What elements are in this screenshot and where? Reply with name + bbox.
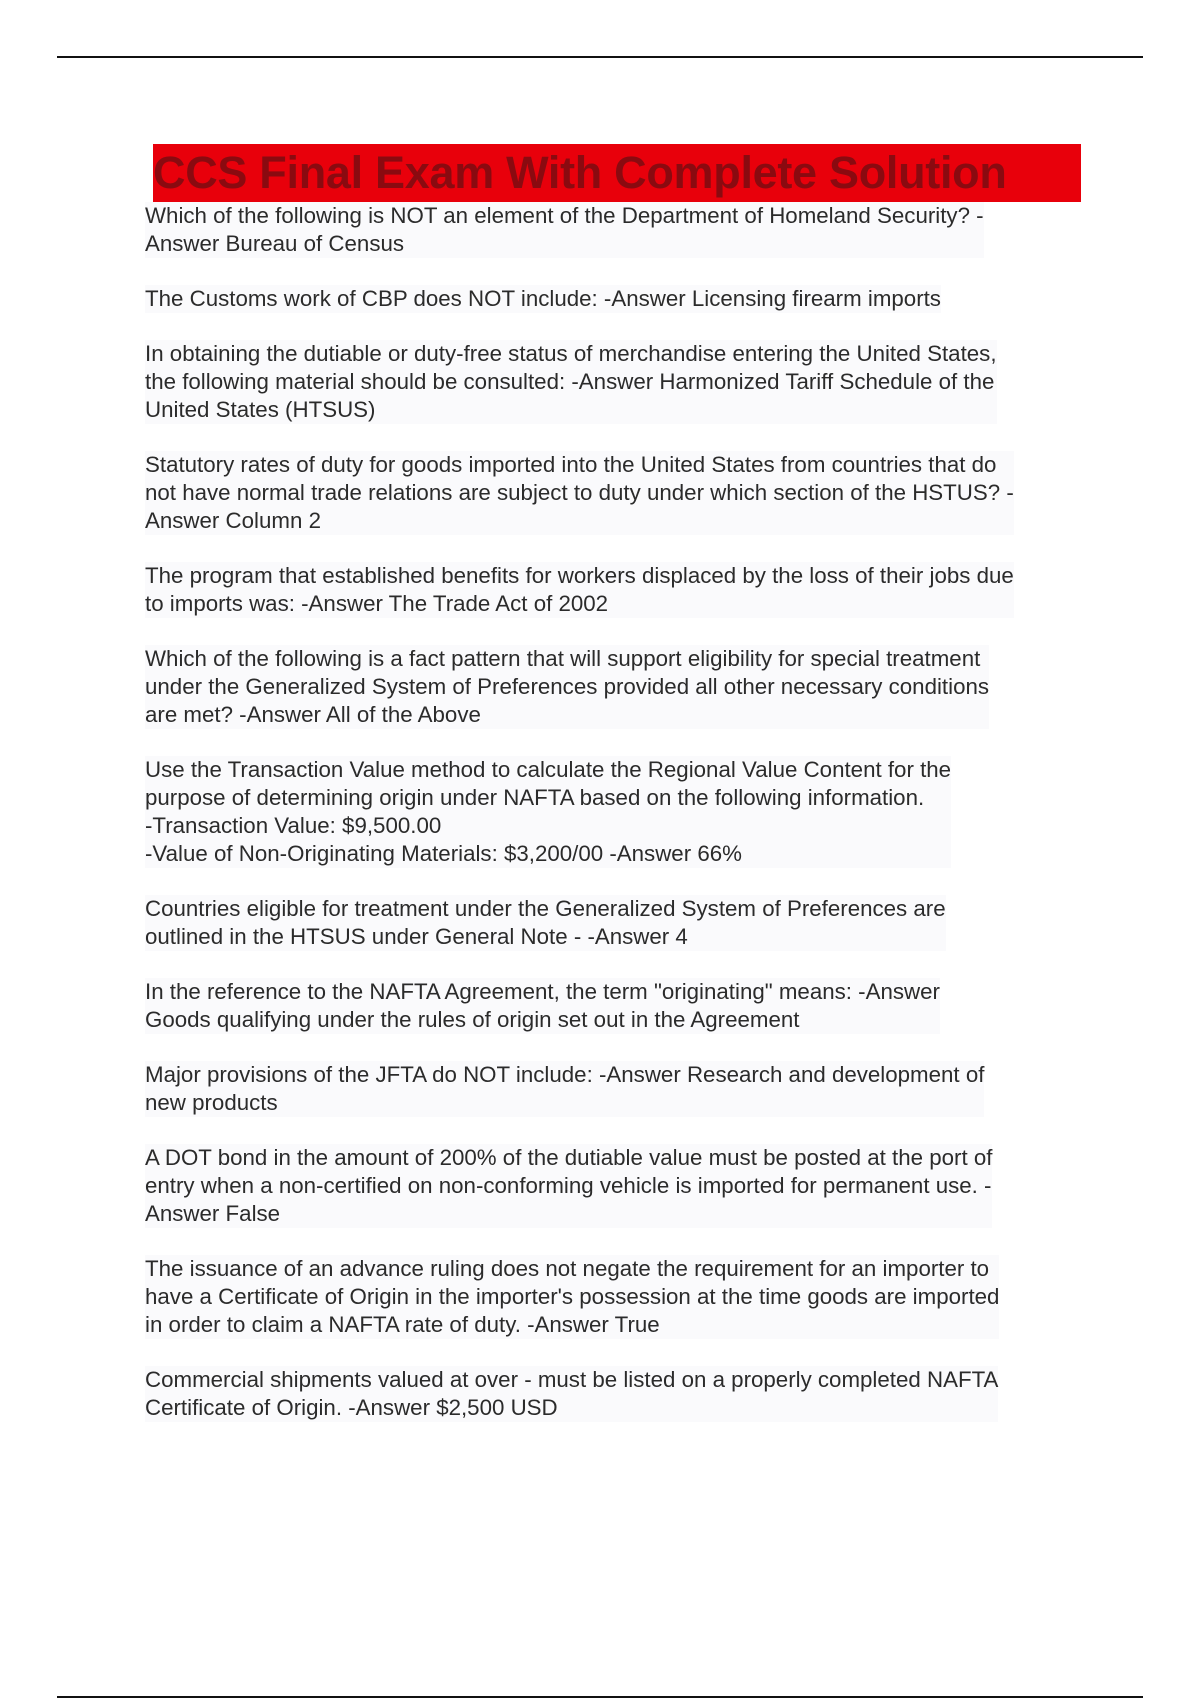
qa-item — [145, 895, 1085, 951]
qa-text: The program that established benefits for workers displaced by the loss of their jobs due to imports was: -Answer The Trade Act of 2002 — [145, 563, 1014, 616]
qa-item — [145, 562, 1085, 618]
question-answer-list — [145, 202, 1085, 1422]
qa-text: Countries eligible for treatment under the Generalized System of Preferences are outlined in the HTSUS under General Note - -Answer 4 — [145, 896, 946, 949]
qa-text: Major provisions of the JFTA do NOT include: -Answer Research and development of new products — [145, 1062, 985, 1115]
qa-item — [145, 451, 1085, 535]
top-rule — [57, 56, 1143, 58]
qa-text: The issuance of an advance ruling does not negate the requirement for an importer to have a Certificate of Origin in the importer's possession at the time goods are imported in order to claim a NAFTA rate of duty. -Answer True — [145, 1256, 1000, 1337]
qa-text: In the reference to the NAFTA Agreement, the term "originating" means: -Answer Goods qualifying under the rules of origin set out in the Agreement — [145, 979, 940, 1032]
document-page — [145, 144, 1085, 1449]
qa-item — [145, 1366, 1085, 1422]
qa-item — [145, 978, 1085, 1034]
qa-item — [145, 1255, 1085, 1339]
qa-item — [145, 756, 1085, 868]
qa-text: Commercial shipments valued at over - must be listed on a properly completed NAFTA Certificate of Origin. -Answer $2,500 USD — [145, 1367, 999, 1420]
qa-item — [145, 285, 1085, 313]
qa-item — [145, 645, 1085, 729]
qa-item — [145, 340, 1085, 424]
qa-text: Which of the following is NOT an element of the Department of Homeland Security? - Answer Bureau of Census — [145, 203, 984, 256]
qa-text: Use the Transaction Value method to calculate the Regional Value Content for the purpose of determining origin under NAFTA based on the following information. -Transaction Value: $9,500.00 -Value of Non-Originating Materials: $3,200/00 -Answer 66% — [145, 757, 952, 866]
qa-item — [145, 202, 1085, 258]
bottom-rule — [57, 1696, 1143, 1698]
qa-item — [145, 1144, 1085, 1228]
qa-text: In obtaining the dutiable or duty-free status of merchandise entering the United States, the following material should be consulted: -Answer Harmonized Tariff Schedule of the United States (HTSUS) — [145, 341, 997, 422]
document-title: CCS Final Exam With Complete Solution — [153, 147, 1007, 198]
qa-text: Statutory rates of duty for goods imported into the United States from countries that do not have normal trade relations are subject to duty under which section of the HSTUS? - Answer Column 2 — [145, 452, 1014, 533]
qa-text: The Customs work of CBP does NOT include: -Answer Licensing firearm imports — [145, 286, 941, 311]
title-banner — [153, 144, 1081, 202]
qa-text: A DOT bond in the amount of 200% of the dutiable value must be posted at the port of entry when a non-certified on non-conforming vehicle is imported for permanent use. - Answer False — [145, 1145, 993, 1226]
qa-item — [145, 1061, 1085, 1117]
qa-text: Which of the following is a fact pattern that will support eligibility for special treatment under the Generalized System of Preferences provided all other necessary conditions are met? -Answer All of the Above — [145, 646, 990, 727]
